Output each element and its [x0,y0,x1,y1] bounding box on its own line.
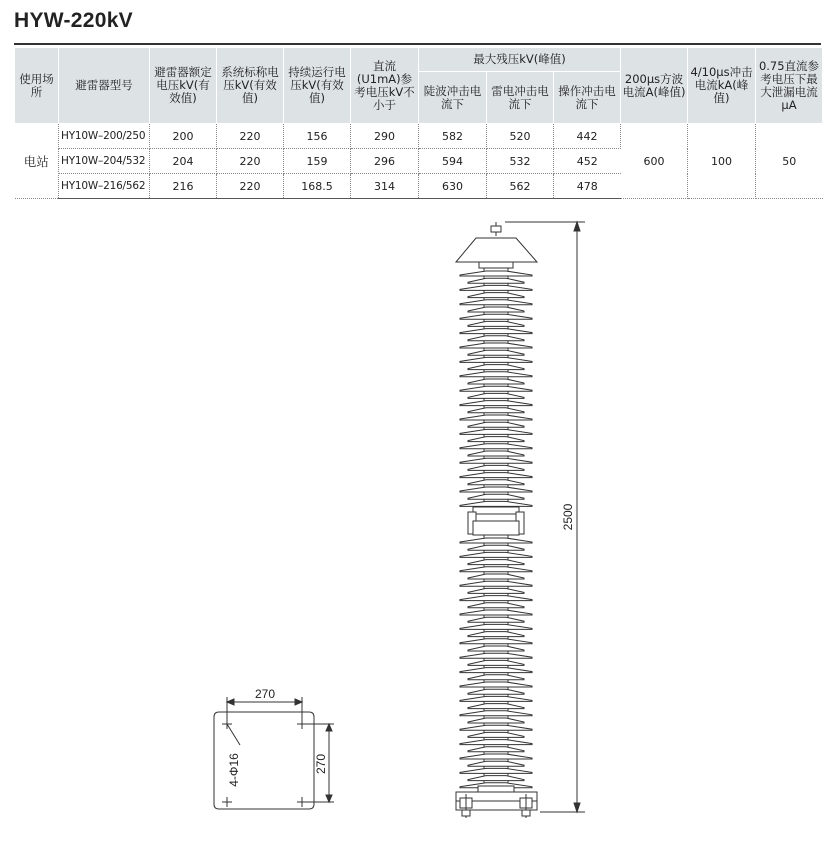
top-cap [456,222,537,268]
shed [468,293,524,298]
model-cell: HY10W–204/532 [59,149,150,174]
shed [468,660,524,665]
shed [460,610,532,615]
lightning-cell: 562 [487,174,554,199]
shed [468,408,524,413]
shed [468,321,524,326]
rated-cell: 216 [150,174,217,199]
shed [468,747,524,752]
shed [468,776,524,781]
shed [468,560,524,565]
location-cell: 电站 [15,124,59,199]
page-title: HYW-220kV [14,9,133,32]
shed [460,696,532,701]
header-square-wave: 200μs方波电流A(峰值) [621,48,688,124]
shed [460,725,532,730]
shed [460,653,532,658]
shed [460,581,532,586]
middle-flange [468,507,524,535]
shed [460,285,532,290]
steep-cell: 582 [419,124,487,149]
shed [460,401,532,406]
shed [460,429,532,434]
continuous-cell: 159 [284,149,351,174]
shed [468,675,524,680]
rated-cell: 204 [150,149,217,174]
header-system-voltage: 系统标称电压kV(有效值) [217,48,284,124]
impulse-cell: 100 [688,124,756,199]
continuous-cell: 156 [284,124,351,149]
shed [460,639,532,644]
shed [460,538,532,543]
shed [460,740,532,745]
shed [460,567,532,572]
model-cell: HY10W–200/250 [59,124,150,149]
shed [468,336,524,341]
shed [468,494,524,499]
shed [460,473,532,478]
shed [460,329,532,334]
lightning-cell: 532 [487,149,554,174]
square-wave-cell: 600 [621,124,688,199]
shed [468,704,524,709]
switching-cell: 442 [554,124,621,149]
shed [468,465,524,470]
model-cell: HY10W–216/562 [59,174,150,199]
base-plate [456,786,537,818]
header-steep-wave: 陡波冲击电流下 [419,72,487,124]
header-lightning: 雷电冲击电流下 [487,72,554,124]
system-cell: 220 [217,149,284,174]
shed [468,451,524,456]
shed [460,343,532,348]
header-residual-group: 最大残压kV(峰值) [419,48,621,72]
shed [460,596,532,601]
header-dc-reference: 直流(U1mA)参考电压kV不小于 [351,48,419,124]
switching-cell: 452 [554,149,621,174]
shed [460,487,532,492]
switching-cell: 478 [554,174,621,199]
shed [468,365,524,370]
header-impulse: 4/10μs冲击电流kA(峰值) [688,48,756,124]
shed [468,718,524,723]
shed [460,357,532,362]
shed [468,379,524,384]
shed [460,754,532,759]
base-plan-view [214,697,334,809]
system-cell: 220 [217,124,284,149]
shed [468,480,524,485]
steep-cell: 594 [419,149,487,174]
steep-cell: 630 [419,174,487,199]
shed [468,603,524,608]
shed [468,545,524,550]
shed [460,444,532,449]
shed [468,732,524,737]
header-switching: 操作冲击电流下 [554,72,621,124]
shed [468,422,524,427]
shed [468,646,524,651]
shed [460,682,532,687]
system-cell: 220 [217,174,284,199]
lightning-cell: 520 [487,124,554,149]
header-rated-voltage: 避雷器额定电压kV(有效值) [150,48,217,124]
header-continuous-voltage: 持续运行电压kV(有效值) [284,48,351,124]
shed [460,300,532,305]
shed [468,574,524,579]
header-leakage: 0.75直流参考电压下最大泄漏电流μA [756,48,823,124]
shed [468,278,524,283]
dc-cell: 296 [351,149,419,174]
header-model: 避雷器型号 [59,48,150,124]
shed [468,437,524,442]
shed [460,314,532,319]
hole-spec-label: 4-Φ16 [227,753,241,787]
shed [460,271,532,276]
shed [468,393,524,398]
height-dim-label: 2500 [561,503,575,531]
shed [468,617,524,622]
shed [460,768,532,773]
header-location: 使用场所 [15,48,59,124]
shed [460,501,532,506]
rated-cell: 200 [150,124,217,149]
shed [468,588,524,593]
shed [460,372,532,377]
shed [468,689,524,694]
leakage-cell: 50 [756,124,823,199]
base-width-label: 270 [254,687,276,701]
continuous-cell: 168.5 [284,174,351,199]
shed [460,386,532,391]
shed [460,668,532,673]
base-height-label: 270 [314,753,328,775]
shed [460,415,532,420]
shed [468,307,524,312]
shed [460,552,532,557]
dc-cell: 314 [351,174,419,199]
shed [460,624,532,629]
shed [468,632,524,637]
shed [468,761,524,766]
shed [468,350,524,355]
shed [460,711,532,716]
dc-cell: 290 [351,124,419,149]
shed [460,458,532,463]
